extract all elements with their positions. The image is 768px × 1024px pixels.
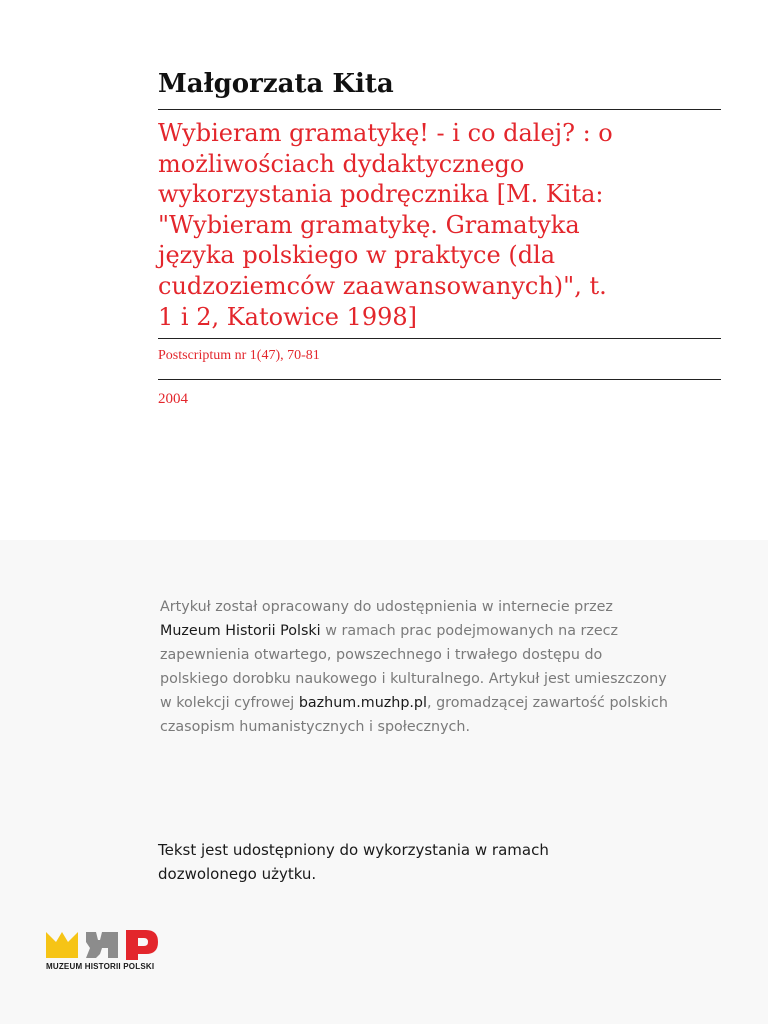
author-name: Małgorzata Kita: [158, 69, 394, 99]
info-line: polskiego dorobku naukowego i kulturalnego. Artykuł jest umieszczony: [160, 671, 667, 687]
divider-line: [158, 379, 721, 380]
title-line: cudzoziemców zaawansowanych)", t.: [158, 271, 607, 300]
info-line: czasopism humanistycznych i społecznych.: [160, 719, 471, 735]
digitization-info: [160, 595, 720, 739]
title-line: możliwościach dydaktycznego: [158, 149, 525, 178]
museum-name: Muzeum Historii Polski: [160, 623, 321, 639]
logo-h-icon: [86, 932, 118, 958]
journal-citation: Postscriptum nr 1(47), 70-81: [158, 348, 320, 363]
notice-line: dozwolonego użytku.: [158, 865, 317, 883]
title-line: języka polskiego w praktyce (dla: [158, 241, 556, 270]
title-line: 1 i 2, Katowice 1998]: [158, 302, 417, 331]
bazhum-link[interactable]: bazhum.muzhp.pl: [298, 695, 427, 711]
article-title: [158, 118, 718, 332]
title-line: "Wybieram gramatykę. Gramatyka: [158, 210, 580, 239]
info-line: Muzeum Historii Polski w ramach prac podejmowanych na rzecz: [160, 623, 619, 639]
info-line: Artykuł został opracowany do udostępnienia w internecie przez: [160, 599, 613, 615]
info-line: w kolekcji cyfrowej bazhum.muzhp.pl, gromadzącej zawartość polskich: [160, 695, 668, 711]
logo-m-icon: [46, 932, 78, 958]
logo-p-icon: [126, 930, 158, 960]
divider-line: [158, 109, 721, 110]
info-line: zapewnienia otwartego, powszechnego i trwałego dostępu do: [160, 647, 603, 663]
title-line: wykorzystania podręcznika [M. Kita:: [158, 180, 604, 209]
logo-caption: MUZEUM HISTORII POLSKI: [46, 962, 155, 971]
title-line: Wybieram gramatykę! - i co dalej? : o: [158, 119, 613, 147]
usage-notice: [158, 838, 718, 886]
publication-year: 2004: [158, 391, 188, 407]
notice-line: Tekst jest udostępniony do wykorzystania w ramach: [158, 841, 549, 859]
divider-line: [158, 338, 721, 339]
